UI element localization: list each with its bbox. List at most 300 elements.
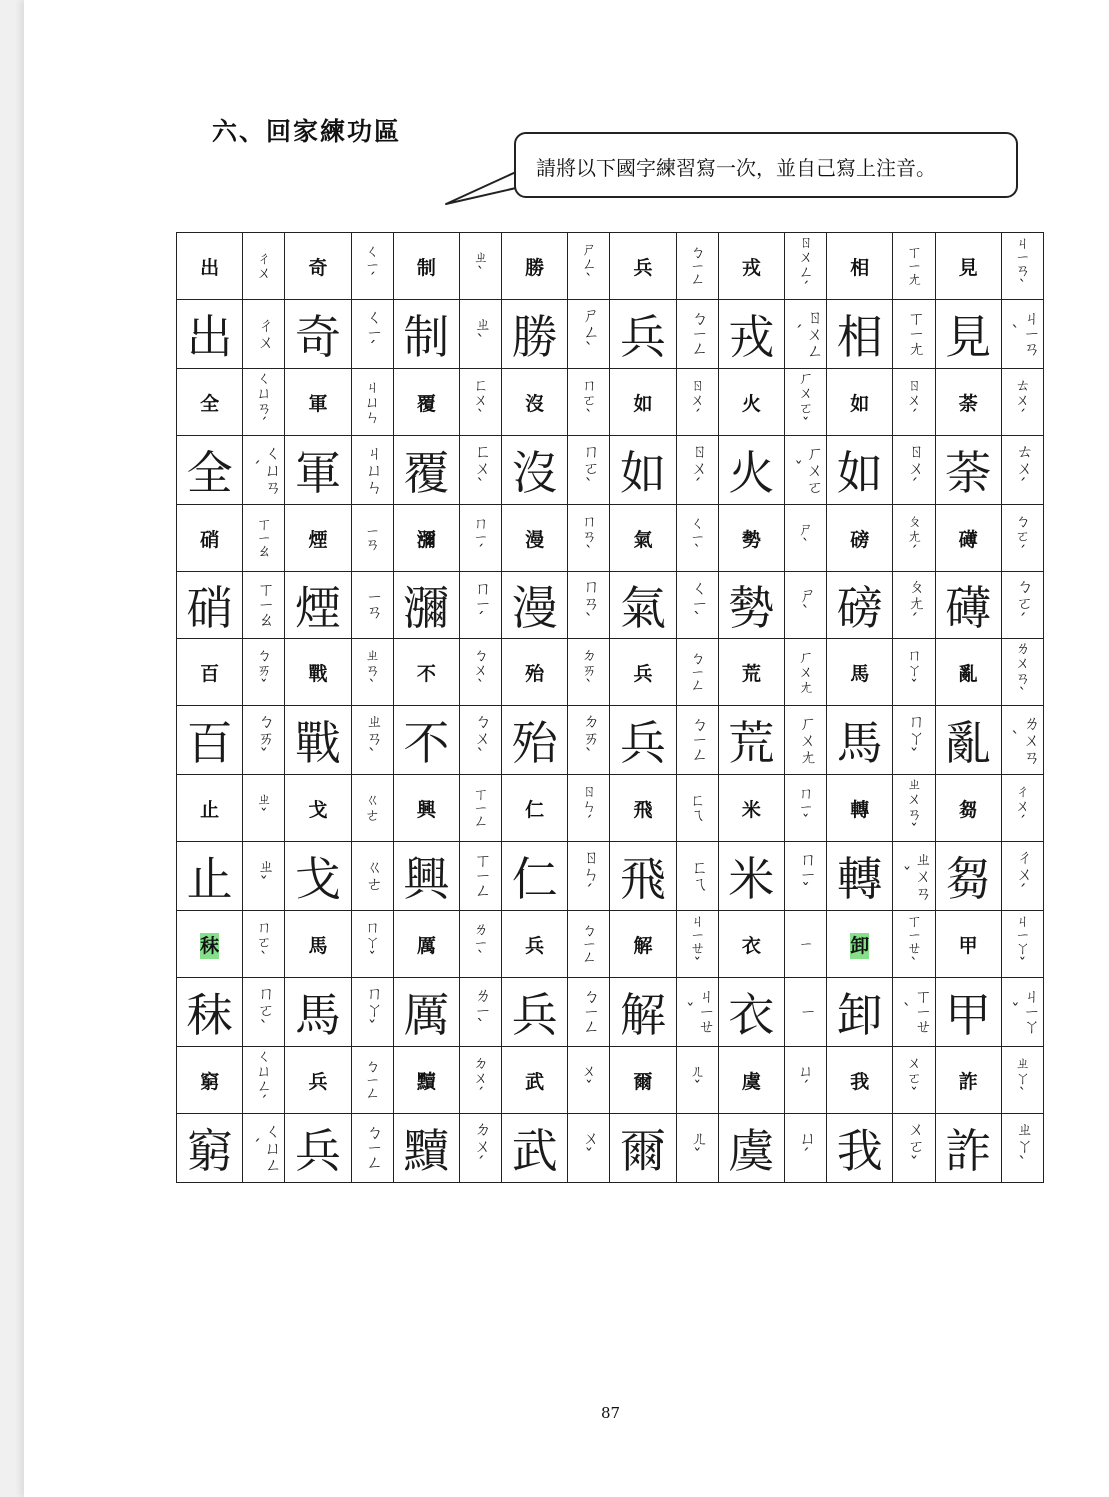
zhuyin-text: ㄓㄨㄢˇ bbox=[896, 849, 931, 901]
practice-character-row bbox=[177, 300, 1044, 369]
character-text: 煙 bbox=[294, 581, 341, 635]
handwritten-character bbox=[393, 978, 459, 1047]
zhuyin-text: ㄓㄢˋ bbox=[362, 712, 383, 766]
printed-character-row bbox=[177, 505, 1044, 572]
zhuyin-text: ㄇㄧˊ bbox=[470, 578, 491, 630]
zhuyin-text: ㄐㄧㄝˇ bbox=[680, 987, 715, 1035]
character-text: 馬 bbox=[308, 934, 328, 957]
zhuyin-text: ㄇㄛˋ bbox=[254, 919, 273, 967]
zhuyin-text: ㄅㄛˊ bbox=[1012, 577, 1033, 631]
character-text: 衣 bbox=[728, 988, 775, 1042]
zhuyin-text: ㄩˊ bbox=[796, 1062, 815, 1096]
zhuyin-text: ㄐㄩㄣ bbox=[363, 378, 382, 424]
printed-character bbox=[393, 911, 459, 978]
callout-tail bbox=[444, 160, 524, 210]
zhuyin-cell bbox=[1001, 842, 1043, 911]
character-text: 秣 bbox=[200, 934, 220, 957]
zhuyin-cell bbox=[676, 978, 718, 1047]
zhuyin-text: ㄧㄢ bbox=[362, 588, 383, 620]
zhuyin-cell bbox=[785, 505, 827, 572]
handwritten-character bbox=[827, 300, 893, 369]
handwritten-character bbox=[718, 572, 784, 639]
character-text: 勝 bbox=[525, 256, 545, 279]
zhuyin-text: ㄑㄩㄥˊ bbox=[254, 1047, 273, 1111]
zhuyin-text: ㄕㄥˋ bbox=[578, 306, 599, 360]
zhuyin-cell bbox=[676, 436, 718, 505]
handwritten-character bbox=[718, 436, 784, 505]
handwritten-character bbox=[393, 436, 459, 505]
printed-character bbox=[718, 505, 784, 572]
printed-character bbox=[610, 775, 676, 842]
page-number: 87 bbox=[601, 1404, 621, 1422]
zhuyin-text: ㄔㄨ bbox=[253, 316, 274, 350]
printed-character bbox=[718, 233, 784, 300]
zhuyin-text: ㄇㄛˋ bbox=[253, 984, 274, 1038]
zhuyin-cell bbox=[785, 775, 827, 842]
character-text: 磅 bbox=[850, 528, 870, 551]
printed-character bbox=[502, 639, 568, 706]
practice-character-row bbox=[177, 842, 1044, 911]
character-text: 興 bbox=[416, 798, 436, 821]
zhuyin-cell bbox=[351, 1047, 393, 1114]
zhuyin-text: ㄖㄨˊ bbox=[904, 377, 923, 425]
zhuyin-text: ㄖㄨˊ bbox=[687, 442, 708, 496]
zhuyin-text: ㄇㄧˊ bbox=[471, 514, 490, 560]
character-text: 漫 bbox=[511, 581, 558, 635]
zhuyin-cell bbox=[1001, 1047, 1043, 1114]
zhuyin-cell bbox=[893, 1114, 935, 1183]
character-text: 相 bbox=[836, 310, 883, 364]
zhuyin-text: ㄐㄧㄢˋ bbox=[1013, 235, 1032, 295]
handwritten-character bbox=[502, 436, 568, 505]
handwritten-character bbox=[610, 842, 676, 911]
zhuyin-text: ㄔㄨˊ bbox=[1013, 783, 1032, 831]
zhuyin-text: ㄐㄧㄢˋ bbox=[1005, 309, 1040, 357]
character-text: 磅 bbox=[836, 581, 883, 635]
zhuyin-cell bbox=[243, 911, 285, 978]
zhuyin-text: ㄅㄧㄥ bbox=[687, 715, 708, 763]
zhuyin-cell bbox=[1001, 233, 1043, 300]
character-text: 仁 bbox=[511, 852, 558, 906]
zhuyin-cell bbox=[893, 300, 935, 369]
zhuyin-cell bbox=[243, 1047, 285, 1114]
printed-character bbox=[718, 639, 784, 706]
zhuyin-cell bbox=[785, 300, 827, 369]
zhuyin-text: ㄩˊ bbox=[795, 1128, 816, 1166]
zhuyin-cell bbox=[568, 233, 610, 300]
character-text: 窮 bbox=[200, 1070, 220, 1093]
zhuyin-cell bbox=[1001, 1114, 1043, 1183]
zhuyin-text: ㄔㄨ bbox=[254, 250, 273, 280]
printed-character bbox=[610, 1047, 676, 1114]
instruction-text: 請將以下國字練習寫一次，並自己寫上注音。 bbox=[536, 156, 936, 180]
zhuyin-text: ㄖㄣˊ bbox=[579, 783, 598, 831]
character-text: 虞 bbox=[741, 1070, 761, 1093]
character-text: 硝 bbox=[186, 581, 233, 635]
character-text: 兵 bbox=[525, 934, 545, 957]
printed-character-row bbox=[177, 1047, 1044, 1114]
zhuyin-cell bbox=[893, 911, 935, 978]
zhuyin-cell bbox=[351, 1114, 393, 1183]
zhuyin-cell bbox=[785, 1114, 827, 1183]
zhuyin-text: ㄊㄨˊ bbox=[1013, 377, 1032, 425]
printed-character bbox=[935, 639, 1001, 706]
character-text: 兵 bbox=[511, 988, 558, 1042]
handwritten-character bbox=[285, 572, 351, 639]
zhuyin-text: ㄨㄛˇ bbox=[904, 1055, 923, 1103]
zhuyin-text: ㄇㄚˇ bbox=[903, 712, 924, 766]
zhuyin-cell bbox=[351, 978, 393, 1047]
printed-character bbox=[177, 639, 243, 706]
zhuyin-cell bbox=[243, 572, 285, 639]
character-text: 馬 bbox=[294, 988, 341, 1042]
printed-character bbox=[393, 775, 459, 842]
zhuyin-cell bbox=[676, 1114, 718, 1183]
printed-character bbox=[502, 1047, 568, 1114]
handwritten-character bbox=[502, 978, 568, 1047]
printed-character bbox=[285, 233, 351, 300]
zhuyin-text: ㄅㄧㄥ bbox=[688, 244, 707, 286]
printed-character bbox=[285, 775, 351, 842]
zhuyin-text: ㄉㄨˊ bbox=[471, 1055, 490, 1103]
zhuyin-cell bbox=[351, 505, 393, 572]
printed-character bbox=[285, 911, 351, 978]
zhuyin-cell bbox=[1001, 505, 1043, 572]
zhuyin-text: ㄇㄧˇ bbox=[795, 849, 816, 901]
printed-character bbox=[177, 1047, 243, 1114]
handwritten-character bbox=[177, 436, 243, 505]
handwritten-character bbox=[177, 572, 243, 639]
printed-character bbox=[502, 505, 568, 572]
zhuyin-cell bbox=[676, 842, 718, 911]
zhuyin-text: ㄉㄨˊ bbox=[470, 1120, 491, 1174]
handwritten-character bbox=[285, 978, 351, 1047]
zhuyin-cell bbox=[351, 706, 393, 775]
zhuyin-text: ㄐㄧㄝˇ bbox=[688, 913, 707, 973]
zhuyin-text: ㄅㄧㄥ bbox=[688, 650, 707, 692]
character-text: 荒 bbox=[741, 662, 761, 685]
printed-character bbox=[827, 911, 893, 978]
character-text: 如 bbox=[633, 392, 653, 415]
zhuyin-cell bbox=[893, 233, 935, 300]
printed-character-row bbox=[177, 639, 1044, 706]
character-text: 詐 bbox=[958, 1070, 978, 1093]
character-text: 兵 bbox=[294, 1124, 341, 1178]
character-text: 勢 bbox=[741, 528, 761, 551]
handwritten-character bbox=[718, 300, 784, 369]
zhuyin-text: ㄨˇ bbox=[578, 1128, 599, 1166]
zhuyin-cell bbox=[1001, 300, 1043, 369]
printed-character bbox=[827, 639, 893, 706]
character-text: 厲 bbox=[416, 934, 436, 957]
zhuyin-text: ㄈㄟ bbox=[687, 858, 708, 892]
zhuyin-text: ㄐㄧㄚˇ bbox=[1013, 913, 1032, 973]
printed-character bbox=[827, 233, 893, 300]
printed-character bbox=[935, 233, 1001, 300]
handwritten-character bbox=[285, 842, 351, 911]
character-text: 兵 bbox=[308, 1070, 328, 1093]
character-text: 厲 bbox=[403, 988, 450, 1042]
practice-character-row bbox=[177, 436, 1044, 505]
character-text: 戎 bbox=[741, 256, 761, 279]
zhuyin-text: ㄓㄚˋ bbox=[1012, 1120, 1033, 1174]
printed-character bbox=[393, 369, 459, 436]
character-text: 百 bbox=[186, 716, 233, 770]
zhuyin-text: ㄒㄧㄥ bbox=[470, 851, 491, 899]
character-text: 戰 bbox=[308, 662, 328, 685]
character-text: 火 bbox=[741, 392, 761, 415]
zhuyin-text: ㄇㄢˋ bbox=[578, 577, 599, 631]
character-text: 氣 bbox=[633, 528, 653, 551]
character-text: 亂 bbox=[958, 662, 978, 685]
zhuyin-cell bbox=[893, 369, 935, 436]
zhuyin-cell bbox=[676, 1047, 718, 1114]
zhuyin-text: ㄓˋ bbox=[471, 248, 490, 282]
printed-character bbox=[827, 775, 893, 842]
zhuyin-cell bbox=[568, 978, 610, 1047]
zhuyin-cell bbox=[893, 505, 935, 572]
character-text: 窮 bbox=[186, 1124, 233, 1178]
printed-character bbox=[177, 775, 243, 842]
printed-character bbox=[393, 233, 459, 300]
zhuyin-text: ㄑㄩㄢˊ bbox=[254, 369, 273, 433]
printed-character bbox=[285, 369, 351, 436]
printed-character bbox=[935, 369, 1001, 436]
zhuyin-text: ㄅㄧㄥ bbox=[363, 1058, 382, 1100]
zhuyin-text: ㄑㄩㄥˊ bbox=[246, 1121, 281, 1173]
character-text: 全 bbox=[186, 446, 233, 500]
zhuyin-text: ㄏㄨㄛˇ bbox=[796, 369, 815, 433]
zhuyin-cell bbox=[785, 639, 827, 706]
character-text: 武 bbox=[511, 1124, 558, 1178]
character-text: 我 bbox=[850, 1070, 870, 1093]
character-text: 仁 bbox=[525, 798, 545, 821]
handwritten-character bbox=[935, 1114, 1001, 1183]
character-text: 甲 bbox=[945, 988, 992, 1042]
zhuyin-cell bbox=[459, 978, 501, 1047]
zhuyin-cell bbox=[1001, 978, 1043, 1047]
zhuyin-text: ㄅㄛˊ bbox=[1013, 513, 1032, 561]
zhuyin-cell bbox=[1001, 911, 1043, 978]
zhuyin-text: ㄐㄧㄚˇ bbox=[1005, 987, 1040, 1035]
character-text: 飛 bbox=[633, 798, 653, 821]
character-text: 煙 bbox=[308, 528, 328, 551]
handwritten-character bbox=[827, 706, 893, 775]
character-text: 殆 bbox=[511, 716, 558, 770]
zhuyin-text: ㄉㄞˋ bbox=[579, 647, 598, 695]
zhuyin-cell bbox=[676, 300, 718, 369]
character-text: 不 bbox=[416, 662, 436, 685]
zhuyin-text: ㄨㄛˇ bbox=[903, 1120, 924, 1174]
handwritten-character bbox=[827, 572, 893, 639]
printed-character bbox=[935, 1047, 1001, 1114]
character-text: 不 bbox=[403, 716, 450, 770]
zhuyin-text: ㄅㄧㄥ bbox=[362, 1123, 383, 1171]
handwritten-character bbox=[177, 706, 243, 775]
character-text: 火 bbox=[728, 446, 775, 500]
character-text: 我 bbox=[836, 1124, 883, 1178]
character-text: 武 bbox=[525, 1070, 545, 1093]
handwritten-character bbox=[718, 978, 784, 1047]
printed-character bbox=[610, 369, 676, 436]
zhuyin-text: ㄈㄨˋ bbox=[471, 377, 490, 425]
character-text: 米 bbox=[741, 798, 761, 821]
character-text: 米 bbox=[728, 852, 775, 906]
handwritten-character bbox=[935, 842, 1001, 911]
zhuyin-cell bbox=[568, 775, 610, 842]
handwritten-character bbox=[502, 1114, 568, 1183]
zhuyin-text: ㄨˇ bbox=[579, 1062, 598, 1096]
character-text: 止 bbox=[186, 852, 233, 906]
zhuyin-text: ㄏㄨㄤ bbox=[795, 713, 816, 765]
printed-character bbox=[285, 639, 351, 706]
zhuyin-cell bbox=[459, 233, 501, 300]
zhuyin-cell bbox=[459, 1114, 501, 1183]
zhuyin-cell bbox=[459, 842, 501, 911]
zhuyin-cell bbox=[459, 639, 501, 706]
zhuyin-text: ㄍㄜ bbox=[363, 792, 382, 822]
zhuyin-text: ㄌㄨㄢˋ bbox=[1013, 639, 1032, 703]
character-text: 虞 bbox=[728, 1124, 775, 1178]
zhuyin-text: ㄏㄨㄛˇ bbox=[788, 443, 823, 495]
zhuyin-text: ㄑㄧˊ bbox=[363, 242, 382, 288]
printed-character bbox=[285, 1047, 351, 1114]
character-text: 全 bbox=[200, 392, 220, 415]
handwritten-character bbox=[502, 706, 568, 775]
zhuyin-cell bbox=[459, 300, 501, 369]
zhuyin-cell bbox=[1001, 369, 1043, 436]
character-text: 荼 bbox=[958, 392, 978, 415]
zhuyin-cell bbox=[893, 1047, 935, 1114]
character-text: 瀰 bbox=[416, 528, 436, 551]
zhuyin-text: ㄍㄜ bbox=[362, 858, 383, 892]
printed-character bbox=[827, 369, 893, 436]
instruction-callout bbox=[514, 132, 1018, 198]
zhuyin-cell bbox=[785, 911, 827, 978]
zhuyin-cell bbox=[568, 505, 610, 572]
zhuyin-cell bbox=[676, 639, 718, 706]
handwritten-character bbox=[502, 572, 568, 639]
handwritten-character bbox=[285, 436, 351, 505]
printed-character bbox=[718, 1047, 784, 1114]
handwritten-character bbox=[935, 978, 1001, 1047]
handwritten-character bbox=[177, 1114, 243, 1183]
handwritten-character bbox=[935, 300, 1001, 369]
printed-character bbox=[610, 233, 676, 300]
character-text: 芻 bbox=[945, 852, 992, 906]
zhuyin-text: ㄅㄞˇ bbox=[253, 712, 274, 766]
character-text: 奇 bbox=[294, 310, 341, 364]
printed-character bbox=[718, 775, 784, 842]
character-text: 詐 bbox=[945, 1124, 992, 1178]
character-text: 覆 bbox=[416, 392, 436, 415]
zhuyin-text: ㄑㄩㄢˊ bbox=[246, 443, 281, 495]
character-text: 勢 bbox=[728, 581, 775, 635]
handwritten-character bbox=[610, 436, 676, 505]
character-text: 戎 bbox=[728, 310, 775, 364]
zhuyin-text: ㄇㄛˋ bbox=[578, 442, 599, 496]
handwritten-character bbox=[610, 1114, 676, 1183]
zhuyin-text: ㄒㄧㄤ bbox=[904, 244, 923, 286]
character-text: 硝 bbox=[200, 528, 220, 551]
printed-character bbox=[827, 505, 893, 572]
printed-character bbox=[935, 911, 1001, 978]
zhuyin-cell bbox=[568, 911, 610, 978]
character-text: 沒 bbox=[511, 446, 558, 500]
printed-character-row bbox=[177, 233, 1044, 300]
zhuyin-text: ㄌㄨㄢˋ bbox=[1005, 713, 1040, 765]
zhuyin-text: ㄇㄚˇ bbox=[904, 647, 923, 695]
character-text: 兵 bbox=[620, 310, 667, 364]
character-text: 兵 bbox=[633, 662, 653, 685]
character-text: 卸 bbox=[850, 934, 870, 957]
handwritten-character bbox=[393, 572, 459, 639]
zhuyin-text: ㄕㄥˋ bbox=[579, 241, 598, 289]
zhuyin-text: ㄖㄨㄥˊ bbox=[788, 307, 823, 359]
character-text: 軍 bbox=[308, 392, 328, 415]
zhuyin-cell bbox=[568, 842, 610, 911]
character-text: 如 bbox=[620, 446, 667, 500]
zhuyin-cell bbox=[243, 436, 285, 505]
handwritten-character bbox=[827, 436, 893, 505]
printed-character bbox=[177, 233, 243, 300]
zhuyin-text: ㄖㄣˊ bbox=[578, 848, 599, 902]
zhuyin-text: ㄑㄧˋ bbox=[688, 514, 707, 560]
handwritten-character bbox=[177, 842, 243, 911]
zhuyin-cell bbox=[243, 233, 285, 300]
character-text: 相 bbox=[850, 256, 870, 279]
printed-character bbox=[177, 505, 243, 572]
handwritten-character bbox=[285, 706, 351, 775]
zhuyin-cell bbox=[351, 639, 393, 706]
zhuyin-cell bbox=[1001, 775, 1043, 842]
character-text: 荒 bbox=[728, 716, 775, 770]
handwritten-character bbox=[718, 1114, 784, 1183]
handwritten-character bbox=[285, 1114, 351, 1183]
handwritten-character bbox=[718, 842, 784, 911]
zhuyin-cell bbox=[676, 911, 718, 978]
zhuyin-text: ㄖㄨㄥˊ bbox=[796, 233, 815, 297]
zhuyin-cell bbox=[243, 505, 285, 572]
zhuyin-cell bbox=[568, 1047, 610, 1114]
zhuyin-text: ㄌㄧˋ bbox=[470, 985, 491, 1037]
character-text: 瀰 bbox=[403, 581, 450, 635]
section-title: 六、回家練功區 bbox=[212, 117, 402, 146]
zhuyin-cell bbox=[893, 775, 935, 842]
zhuyin-cell bbox=[676, 775, 718, 842]
character-text: 爾 bbox=[633, 1070, 653, 1093]
zhuyin-cell bbox=[243, 978, 285, 1047]
zhuyin-text: ㄒㄧㄤ bbox=[903, 309, 924, 357]
printed-character bbox=[935, 505, 1001, 572]
character-text: 芻 bbox=[958, 798, 978, 821]
character-text: 甲 bbox=[958, 934, 978, 957]
printed-character bbox=[502, 911, 568, 978]
zhuyin-cell bbox=[1001, 436, 1043, 505]
zhuyin-cell bbox=[459, 1047, 501, 1114]
character-text: 轉 bbox=[836, 852, 883, 906]
zhuyin-text: ㄧ bbox=[796, 937, 815, 949]
zhuyin-text: ㄓㄨㄢˇ bbox=[904, 775, 923, 839]
character-text: 出 bbox=[200, 256, 220, 279]
printed-character bbox=[718, 369, 784, 436]
zhuyin-cell bbox=[785, 233, 827, 300]
printed-character-row bbox=[177, 369, 1044, 436]
character-text: 解 bbox=[620, 988, 667, 1042]
printed-character bbox=[285, 505, 351, 572]
character-text: 兵 bbox=[633, 256, 653, 279]
zhuyin-text: ㄇㄚˇ bbox=[362, 984, 383, 1038]
